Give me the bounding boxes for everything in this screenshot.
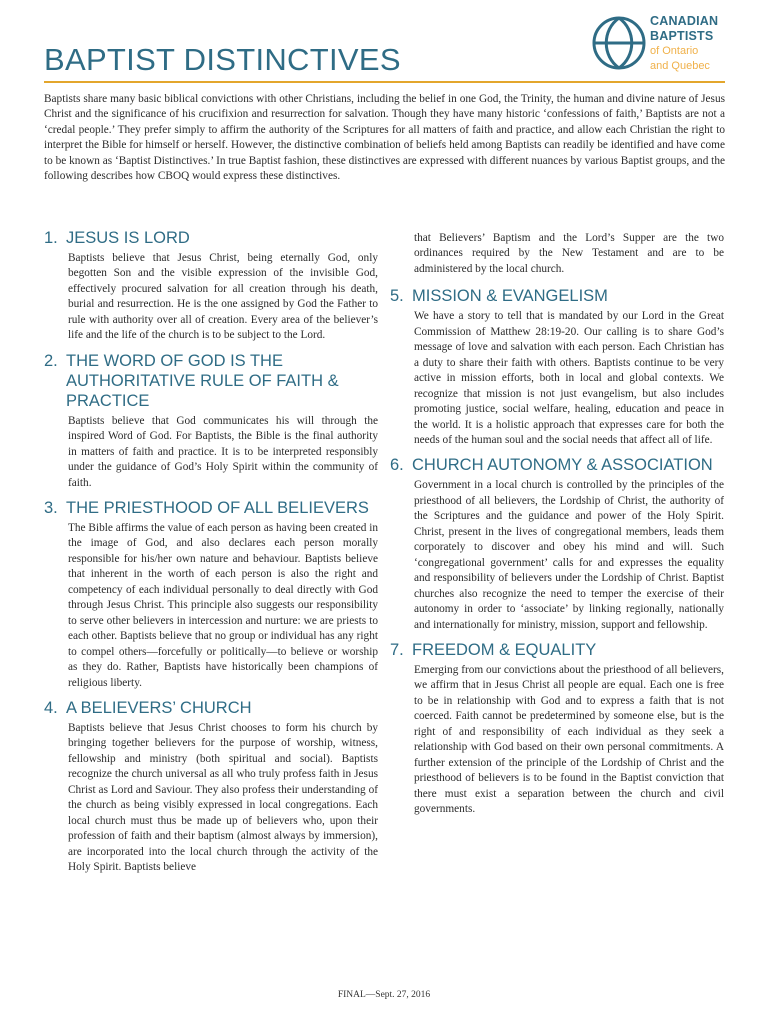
section-number: 1. [44, 229, 58, 247]
section-body: Baptists believe that Jesus Christ, being eternally God, only begotten Son and the visible expression of the invisible God, effectively procured salvation for all creation through his death, burial and resurrection. He is the one assigned by God the Father to rule with authority over all of creation. Every area of the believer’s life and the life of the church is to be subject to the Lord. [68, 252, 378, 342]
section-number: 2. [44, 351, 58, 370]
left-column [44, 228, 378, 883]
section-body: Government in a local church is controlled by the principles of the priesthood of all believers, the Lordship of Christ, the authority of the Scriptures and the guidance and power of the Holy Spirit. Christ, present in the lives of congregational members, leads them corporately to discover and obey his mind and will. Such ‘congregational government’ calls for and expresses the equality and responsibility of believers under the Lordship of Christ. Baptist churches also recognize the need to temper the exercise of their autonomy in order to ‘associate’ by linking regionally, nationally and internationally for ministry, mission, support and fellowship. [414, 479, 724, 631]
section-number: 5. [390, 287, 404, 306]
logo-text-ontario: of Ontario [650, 45, 699, 57]
intro-paragraph: Baptists share many basic biblical convictions with other Christians, including the belief in one God, the Trinity, the human and divine nature of Jesus Christ and the significance of his crucifixion and resurrection for salvation. Though they have many historic ‘confessions of faith,’ Baptists are not a ‘credal people.’ They prefer simply to affirm the authority of the Scriptures for all matters of faith and practice, and allow each Christian the right to interpret the Bible for himself or herself. However, the distinctive combination of beliefs held among Baptists can readily be identified and have come to be known as ‘Baptist Distinctives.’ In true Baptist fashion, these distinctives are expressed with different nuances by various Baptist groups, and the following describes how CBOQ would express these distinctives. [44, 93, 725, 183]
page-title: BAPTIST DISTINCTIVES [44, 42, 401, 77]
logo-text-quebec: and Quebec [650, 60, 710, 72]
section-mission [390, 286, 724, 448]
section-body: Baptists believe that Jesus Christ chooses to form his church by bringing together believers for the purpose of worship, witness, fellowship and ministry (both spiritual and social). Baptists recognize the church universal as all who truly profess faith in Jesus Christ as Lord and Saviour. They also profess their understanding of the church as being visibly expressed in local congregations. Each local church must thus be made up of believers who, upon their profession of faith and their baptism (almost always by immersion), are incorporated into the local church through the activity of the Holy Spirit. Baptists believe [68, 721, 378, 874]
right-column [390, 231, 724, 825]
section-priesthood [44, 498, 378, 691]
section-title: JESUS IS LORD [66, 229, 190, 247]
section-body-continuation: that Believers’ Baptism and the Lord’s Supper are the two ordinances required by the New Testament and are to be administered by the local church. [414, 232, 724, 275]
section-number: 3. [44, 498, 58, 517]
section-freedom [390, 640, 724, 818]
cboq-logo [592, 14, 752, 80]
cboq-logo-icon [592, 16, 646, 70]
logo-text-canadian: CANADIAN [650, 14, 719, 28]
section-title: FREEDOM & EQUALITY [412, 640, 597, 659]
section-church-autonomy [390, 455, 724, 633]
section-heading [44, 698, 378, 718]
title-divider [44, 81, 725, 83]
logo-text-baptists: BAPTISTS [650, 29, 714, 43]
section-title: MISSION & EVANGELISM [412, 287, 608, 306]
section-believers-church [44, 698, 378, 876]
section-body: We have a story to tell that is mandated by our Lord in the Great Commission of Matthew 28:19-20. Our calling is to share God’s message of love and salvation with each person. Each Christian has a duty to share their faith with others. Baptists continue to be very active in mission efforts, both in local and global contexts. We recognize that mission is not just evangelism, but also includes promoting justice, social welfare, healing, education and peace in the world. It is a holistic approach that expresses care for both the needs of the human soul and the social needs that affect all of life. [414, 310, 724, 446]
section-title: THE PRIESTHOOD OF ALL BELIEVERS [66, 498, 369, 517]
section-number: 7. [390, 640, 404, 659]
section-heading [390, 286, 724, 306]
section-title: CHURCH AUTONOMY & ASSOCIATION [412, 456, 713, 475]
section-body: Emerging from our convictions about the priesthood of all believers, we affirm that in Jesus Christ all people are equal. Each one is free to be in relationship with God and to express a faith that is not coerced. Faith cannot be predetermined by someone else, but is the right of and responsibility of each individual as they seek a relationship with God based on their own personal commitments. A further extension of the principle of the Lordship of Christ and the priesthood of believers is to be found in the Baptist conviction that there must exist a separation between the church and civil governments. [414, 663, 724, 816]
section-jesus-is-lord [44, 228, 378, 344]
section-word-of-god [44, 351, 378, 491]
footer-date: FINAL—Sept. 27, 2016 [337, 990, 431, 1000]
section-body: The Bible affirms the value of each person as having been created in the image of God, and also declares each person morally responsible for his/her own nature and behaviour. Baptists believe that inherent in the worth of each person is also the right and competency of each individual personally to deal directly with God through Jesus Christ. This principle also suggests our responsibility to serve other believers in intercession and nurture: we are priests to each other. Baptists believe that no group or individual has any right to compel others—forcefully or politically—to believe or worship as they do. Rather, Baptists have historically been champions of religious liberty. [68, 521, 378, 689]
section-number: 6. [390, 456, 404, 475]
section-heading [44, 351, 378, 411]
section-heading [44, 228, 378, 248]
section-title: THE WORD OF GOD IS THE AUTHORITATIVE RULE OF FAITH & PRACTICE [66, 351, 339, 410]
section-heading [390, 640, 724, 660]
section-number: 4. [44, 698, 58, 717]
section-heading [44, 498, 378, 518]
section-body: Baptists believe that God communicates his will through the inspired Word of God. For Baptists, the Bible is the final authority in matters of faith and practice. It is to be interpreted responsibly under the guidance of God’s Holy Spirit within the community of faith. [68, 414, 378, 489]
section-heading [390, 455, 724, 475]
section-title: A BELIEVERS’ CHURCH [66, 698, 252, 717]
